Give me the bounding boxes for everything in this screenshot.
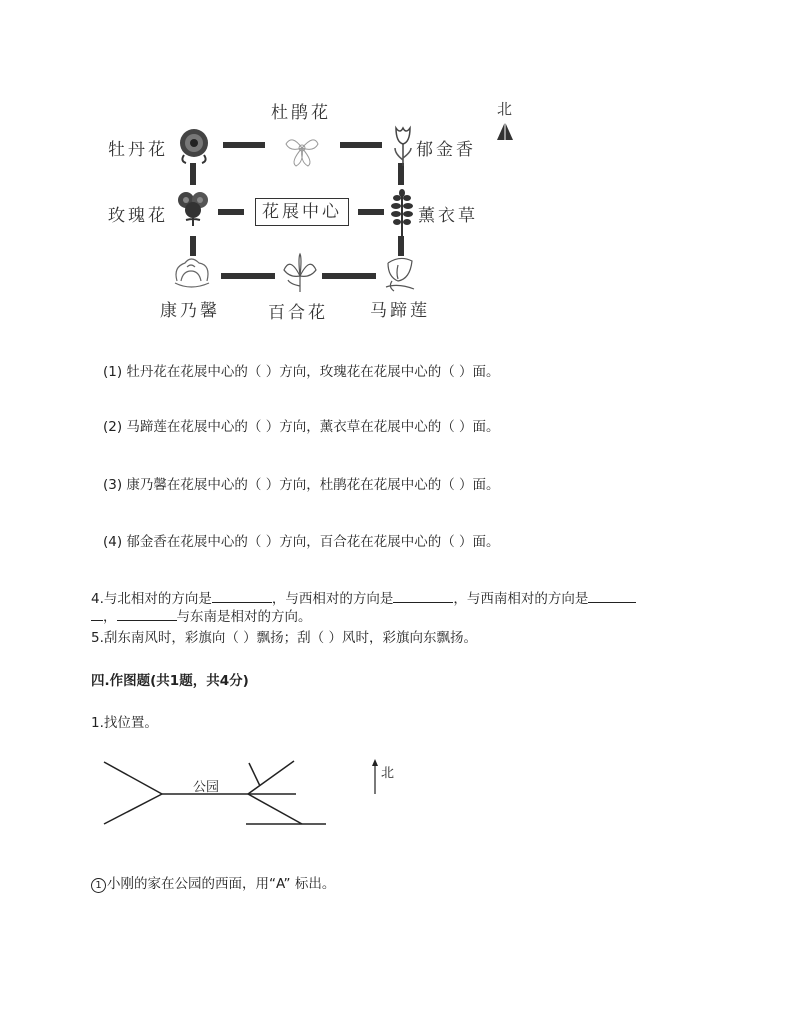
lavender-icon	[391, 188, 413, 238]
q4-blank-3[interactable]	[588, 590, 636, 603]
calla-lily-icon	[380, 253, 420, 293]
park-label: 公园	[193, 780, 220, 795]
question-2: (2) 马蹄莲在花展中心的（ ）方向，薰衣草在花展中心的（ ）面。	[103, 419, 500, 435]
label-yujinxiang: 郁金香	[416, 140, 476, 160]
label-dujuan: 杜鹃花	[271, 103, 331, 123]
label-matilian: 马蹄莲	[370, 301, 430, 321]
map-north-label: 北	[497, 100, 516, 118]
connector	[221, 273, 275, 279]
question-3: (3) 康乃馨在花展中心的（ ）方向，杜鹃花在花展中心的（ ）面。	[103, 477, 500, 493]
q4-line2-end: 与东南是相对的方向。	[176, 609, 312, 625]
q4-blank-1[interactable]	[212, 590, 272, 603]
question-5: 5.刮东南风时，彩旗向（ ）飘扬；刮（ ）风时，彩旗向东飘扬。	[91, 630, 477, 646]
question-1: (1) 牡丹花在花展中心的（ ）方向，玫瑰花在花展中心的（ ）面。	[103, 364, 500, 380]
lily-icon	[280, 252, 320, 294]
q4-prefix: 4.与北相对的方向是	[91, 591, 212, 607]
question-4-fill	[91, 587, 636, 607]
q4-blank-4[interactable]	[117, 608, 177, 621]
connector	[218, 209, 244, 215]
circled-number: 1	[91, 878, 106, 893]
label-meigui: 玫瑰花	[108, 206, 168, 226]
label-kangnaixin: 康乃馨	[160, 301, 220, 321]
label-xunyicao: 薰衣草	[418, 206, 478, 226]
connector	[358, 209, 384, 215]
q4-blank-2[interactable]	[393, 590, 453, 603]
q4-blank-3-cont[interactable]	[91, 608, 103, 621]
north-arrow-icon	[497, 122, 513, 140]
azalea-icon	[280, 128, 324, 170]
rose-icon	[174, 188, 212, 228]
peony-icon	[176, 125, 212, 165]
label-baihe: 百合花	[268, 303, 328, 323]
diagram-north-arrow-icon	[372, 759, 378, 794]
q4-line2-mid: ，	[103, 609, 117, 625]
sub-question-1	[91, 872, 335, 893]
connector	[322, 273, 376, 279]
carnation-icon	[169, 253, 215, 293]
tulip-icon	[389, 124, 417, 168]
sub-question-1-text: 小刚的家在公园的西面，用“A” 标出。	[107, 876, 336, 892]
connector	[340, 142, 382, 148]
connector	[223, 142, 265, 148]
question-4: (4) 郁金香在花展中心的（ ）方向，百合花在花展中心的（ ）面。	[103, 534, 500, 550]
section-4-title: 四.作图题(共1题，共4分)	[91, 673, 249, 689]
exhibition-center-box: 花展中心	[255, 198, 349, 226]
q4-part2: ，与西相对的方向是	[271, 591, 394, 607]
label-mudan: 牡丹花	[108, 140, 168, 160]
question-4-fill-line2	[91, 605, 312, 625]
q4-part3: ，与西南相对的方向是	[453, 591, 589, 607]
section-4-item-1: 1.找位置。	[91, 715, 158, 731]
diagram-north-label: 北	[381, 766, 395, 781]
connector	[190, 163, 196, 185]
